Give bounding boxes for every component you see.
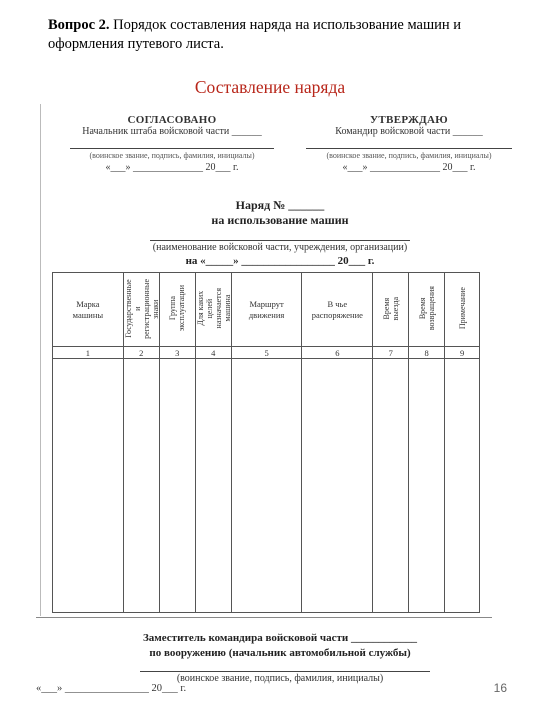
order-date: на «_____» _________________ 20___ г. xyxy=(185,255,375,267)
table-body-row xyxy=(53,359,480,613)
unit-note: (наименование войсковой части, учреждения, организации) xyxy=(152,242,408,253)
col-num-9: 9 xyxy=(445,347,480,359)
question-text: Порядок составления наряда на использование машин и оформления путевого листа. xyxy=(48,17,462,52)
right-approval-date: «___» ______________ 20___ г. xyxy=(342,162,476,173)
table-number-row xyxy=(53,347,480,359)
right-approval-heading: УТВЕРЖДАЮ xyxy=(370,114,448,126)
order-title-block xyxy=(150,198,410,267)
left-approval-note: (воинское звание, подпись, фамилия, инициалы) xyxy=(89,151,255,160)
unit-line xyxy=(150,240,410,241)
order-subtitle: на использование машин xyxy=(211,213,349,227)
order-table xyxy=(52,272,480,613)
footer-note: (воинское звание, подпись, фамилия, инициалы) xyxy=(176,673,384,684)
footer-signature-line xyxy=(140,671,430,672)
col-num-7: 7 xyxy=(373,347,409,359)
order-number: Наряд № ______ xyxy=(235,198,325,212)
header-departure-time: Время выезда xyxy=(373,273,409,347)
table-cell xyxy=(373,359,409,613)
header-car-brand: Марка машины xyxy=(53,273,124,347)
left-approval-date: «___» ______________ 20___ г. xyxy=(105,162,239,173)
footer-date: «___» ________________ 20___ г. xyxy=(36,683,187,694)
right-approval-note: (воинское звание, подпись, фамилия, инициалы) xyxy=(326,151,492,160)
right-approval-block xyxy=(298,114,520,174)
table-cell xyxy=(53,359,124,613)
left-approval-block xyxy=(62,114,282,174)
header-plates: Государственные и регистрационные знаки xyxy=(123,273,159,347)
header-assigned-to: В чье распоряжение xyxy=(302,273,373,347)
right-signature-line xyxy=(306,148,512,149)
col-num-5: 5 xyxy=(231,347,302,359)
header-return-time: Время возвращения xyxy=(409,273,445,347)
left-approval-heading: СОГЛАСОВАНО xyxy=(127,114,217,126)
col-num-6: 6 xyxy=(302,347,373,359)
question-label: Вопрос 2. xyxy=(48,17,110,33)
right-approval-position: Командир войсковой части ______ xyxy=(335,126,483,137)
footer-signature-block xyxy=(110,631,450,685)
header-purpose: Для каких целей назначается машина xyxy=(195,273,231,347)
header-route: Маршрут движения xyxy=(231,273,302,347)
table-cell xyxy=(123,359,159,613)
col-num-1: 1 xyxy=(53,347,124,359)
col-num-2: 2 xyxy=(123,347,159,359)
col-num-4: 4 xyxy=(195,347,231,359)
table-cell xyxy=(409,359,445,613)
table-cell xyxy=(231,359,302,613)
left-signature-line xyxy=(70,148,274,149)
footer-position: Заместитель командира войсковой части ____________ xyxy=(142,632,417,644)
page-number: 16 xyxy=(493,681,507,695)
left-approval-position: Начальник штаба войсковой части ______ xyxy=(82,126,262,137)
col-num-3: 3 xyxy=(159,347,195,359)
table-cell xyxy=(302,359,373,613)
slide-title: Составление наряда xyxy=(194,77,346,97)
col-num-8: 8 xyxy=(409,347,445,359)
table-header-row xyxy=(53,273,480,347)
table-cell xyxy=(159,359,195,613)
footer-position-sub: по вооружению (начальник автомобильной службы) xyxy=(149,647,411,659)
table-cell xyxy=(445,359,480,613)
question-title xyxy=(48,16,518,54)
header-operation-group: Группа эксплуатации xyxy=(159,273,195,347)
table-cell xyxy=(195,359,231,613)
page-break-line xyxy=(36,617,492,618)
header-notes: Примечание xyxy=(445,273,480,347)
